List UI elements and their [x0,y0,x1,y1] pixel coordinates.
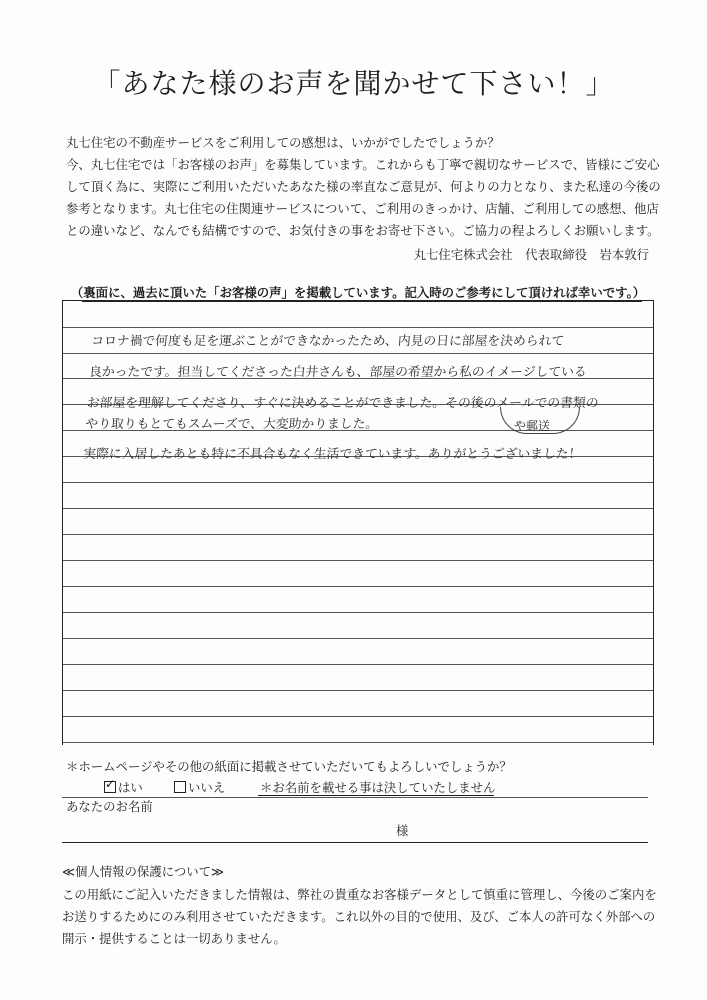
privacy-text [62,884,662,950]
ruled-line [63,353,653,354]
ruled-line [63,586,653,587]
no-option[interactable] [174,778,225,796]
reference-note: （裏面に、過去に頂いた「お客様の声」を掲載しています。記入時のご参考にして頂ければ幸いです。） [70,285,646,300]
handwritten-line: 良かったです。担当してくださった白井さんも、部屋の希望から私のイメージしている [88,365,588,380]
privacy-line: お送りするためにのみ利用させていただきます。これ以外の目的で使用、及び、ご本人の許可なく外部への [62,909,656,924]
privacy-line: 開示・提供することは一切ありません。 [62,931,286,946]
intro-line: して頂く為に、実際にご利用いただいたあなた様の率直なご意見が、何よりの力となり、また私達の今後の [66,179,661,194]
intro-line: 今、丸七住宅では「お客様のお声」を募集しています。これからも丁寧で親切なサービスで、皆様にご安心 [66,157,660,172]
handwritten-line: やり取りもとてもスムーズで、大変助かりました。 [84,417,379,432]
privacy-heading: ≪個人情報の保護について≫ [62,864,224,879]
intro-line: との違いなど、なんでも結構ですので、お気付きの事をお寄せ下さい。ご協力の程よろしくお願いします。 [66,223,660,238]
handwritten-line: お部屋を理解してくださり、すぐに決めることができました。その後のメールでの書類の [86,396,600,411]
ruled-line [63,716,653,717]
ruled-line [63,664,653,665]
honorific-suffix: 様 [396,823,409,838]
ruled-line [63,612,653,613]
no-checkbox[interactable] [174,781,186,793]
name-note-underline [258,795,494,796]
handwritten-line: 実際に入居したあとも特に不具合もなく生活できています。ありがとうございました！ [82,447,582,462]
yes-checkbox[interactable] [104,777,116,793]
publication-question: ＊ホームページやその他の紙面に掲載させていただいてもよろしいでしょうか？ [66,759,512,774]
ruled-line [63,690,653,691]
handwritten-line: コロナ禍で何度も足を運ぶことができなかったため、内見の日に部屋を決められて [90,334,565,349]
intro-message [66,132,661,242]
page-title: 「あなた様のお声を聞かせて下さい！」 [92,67,615,100]
ruled-line [63,534,653,535]
check-icon: ✓ [105,777,116,791]
ruled-line [63,560,653,561]
ruled-line [63,482,653,483]
privacy-line: この用紙にご記入いただきました情報は、弊社の貴重なお客様データとして慎重に管理し、今後のご案内を [62,887,657,902]
name-privacy-note: ＊お名前を載せる事は決していたしません [260,780,496,795]
ruled-line [63,508,653,509]
yes-option[interactable] [104,778,143,796]
name-label: あなたのお名前 [66,799,153,814]
ruled-line [63,327,653,328]
yes-label: はい [118,780,143,795]
company-signature: 丸七住宅株式会社 代表取締役 岩本敦行 [413,247,649,262]
intro-line: 参考となります。丸七住宅の住関連サービスについて、ご利用のきっかけ、店舗、ご利用しての感想、他店 [66,201,659,216]
intro-line: 丸七住宅の不動産サービスをご利用しての感想は、いかがでしたでしょうか？ [66,135,500,150]
handwritten-insert: や郵送 [514,419,551,433]
no-label: いいえ [188,780,226,795]
ruled-line [63,742,653,743]
ruled-line [63,638,653,639]
